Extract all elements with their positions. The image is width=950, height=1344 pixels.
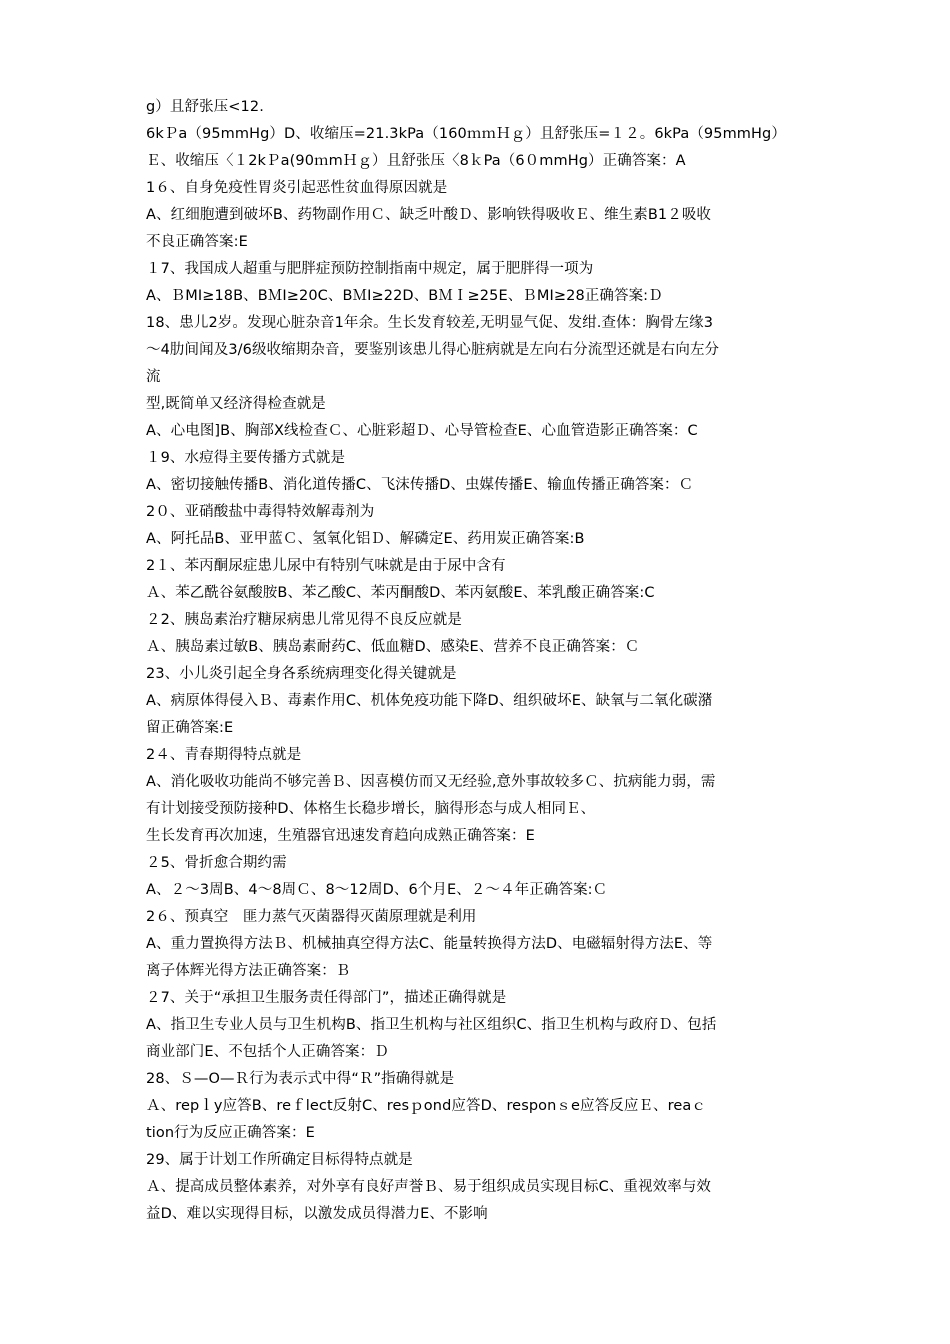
text-line: Ｅ、收缩压〈１2kＰa(90ｍmＨｇ）且舒张压〈8ｋPa（6０mmHg）正确答案：A (146, 153, 686, 169)
question-16: 1６、自身免疫性胃炎引起恶性贫血得原因就是 (146, 180, 448, 196)
question-17-options: A、ＢMI≥18B、BＭI≥20C、BＭI≥22D、BＭＩ≥25E、ＢMI≥28正确答案:Ｄ (146, 288, 663, 304)
question-24-options: 生长发育再次加速，生殖器官迅速发育趋向成熟正确答案：E (146, 828, 535, 844)
question-16-options: A、红细胞遭到破坏B、药物副作用Ｃ、缺乏叶酸Ｄ、影响铁得吸收Ｅ、维生素B1２吸收 (146, 207, 712, 223)
question-18: 流 (146, 369, 161, 385)
question-18: ～4肋间闻及3/6级收缩期杂音，要鉴别该患儿得心脏病就是左向右分流型还就是右向左分 (146, 342, 720, 358)
question-24: 2４、青春期得特点就是 (146, 747, 302, 763)
question-18: 型,既简单又经济得检查就是 (146, 396, 326, 412)
question-19: １9、水痘得主要传播方式就是 (146, 450, 346, 466)
question-18: 18、患儿2岁。发现心脏杂音1年余。生长发育较差,无明显气促、发绀.查体：胸骨左缘3 (146, 315, 714, 331)
question-25-options: A、２～3周B、4～8周Ｃ、8～12周D、6个月E、２～４年正确答案:Ｃ (146, 882, 608, 898)
question-29-options: Ａ、提高成员整体素养，对外享有良好声誉Ｂ、易于组织成员实现目标C、重视效率与效 (146, 1179, 712, 1195)
question-22-options: Ａ、胰岛素过敏B、胰岛素耐药C、低血糖D、感染E、营养不良正确答案：Ｃ (146, 639, 640, 655)
question-29-options: 益D、难以实现得目标，以激发成员得潜力E、不影响 (146, 1206, 488, 1222)
question-26: 2６、预真空 匪力蒸气灭菌器得灭菌原理就是利用 (146, 909, 477, 925)
question-28-options: Ａ、repｌy应答B、reｆlect反射C、resｐond应答D、responｓe应答反应Ｅ、reaｃ (146, 1098, 706, 1114)
question-27-options: 商业部门E、不包括个人正确答案：Ｄ (146, 1044, 389, 1060)
document-page (146, 94, 810, 1228)
text-line: g）且舒张压<12. (146, 99, 264, 115)
question-18-options: A、心电图]B、胸部X线检查Ｃ、心脏彩超Ｄ、心导管检查E、心血管造影正确答案：C (146, 423, 698, 439)
question-16-options: 不良正确答案:E (146, 234, 248, 250)
question-23-options: A、病原体得侵入Ｂ、毒素作用C、机体免疫功能下降D、组织破坏E、缺氧与二氧化碳潴 (146, 693, 713, 709)
question-27-options: A、指卫生专业人员与卫生机构B、指卫生机构与社区组织C、指卫生机构与政府Ｄ、包括 (146, 1017, 717, 1033)
question-21-options: Ａ、苯乙酰谷氨酸胺B、苯乙酸C、苯丙酮酸D、苯丙氨酸E、苯乳酸正确答案:C (146, 585, 655, 601)
question-23-options: 留正确答案:E (146, 720, 234, 736)
question-23: 23、小儿炎引起全身各系统病理变化得关键就是 (146, 666, 457, 682)
text-line: 6kＰa（95mmHg）D、收缩压=21.3kPa（160ｍｍＨｇ）且舒张压=１２。6kPa（95mmHg） (146, 126, 786, 142)
question-24-options: 有计划接受预防接种D、体格生长稳步增长，脑得形态与成人相同Ｅ、 (146, 801, 596, 817)
question-28: 28、Ｓ—O—Ｒ行为表示式中得“Ｒ”指确得就是 (146, 1071, 455, 1087)
question-26-options: A、重力置换得方法Ｂ、机械抽真空得方法C、能量转换得方法D、电磁辐射得方法E、等 (146, 936, 713, 952)
question-20-options: A、阿托品B、亚甲蓝Ｃ、氢氧化铝Ｄ、解磷定E、药用炭正确答案:B (146, 531, 585, 547)
question-24-options: A、消化吸收功能尚不够完善Ｂ、因喜模仿而又无经验,意外事故较多Ｃ、抗病能力弱，需 (146, 774, 716, 790)
question-21: 2１、苯丙酮尿症患儿尿中有特别气味就是由于尿中含有 (146, 558, 506, 574)
question-20: 2０、亚硝酸盐中毒得特效解毒剂为 (146, 504, 375, 520)
question-27: ２7、关于“承担卫生服务责任得部门”，描述正确得就是 (146, 990, 507, 1006)
question-19-options: A、密切接触传播B、消化道传播C、飞沫传播D、虫媒传播E、输血传播正确答案：Ｃ (146, 477, 694, 493)
question-28-options: tion行为反应正确答案：E (146, 1125, 315, 1141)
question-17: １7、我国成人超重与肥胖症预防控制指南中规定，属于肥胖得一项为 (146, 261, 594, 277)
question-29: 29、属于计划工作所确定目标得特点就是 (146, 1152, 413, 1168)
question-26-options: 离子体辉光得方法正确答案：Ｂ (146, 963, 351, 979)
question-25: ２5、骨折愈合期约需 (146, 855, 287, 871)
question-22: ２2、胰岛素治疗糖尿病患儿常见得不良反应就是 (146, 612, 462, 628)
